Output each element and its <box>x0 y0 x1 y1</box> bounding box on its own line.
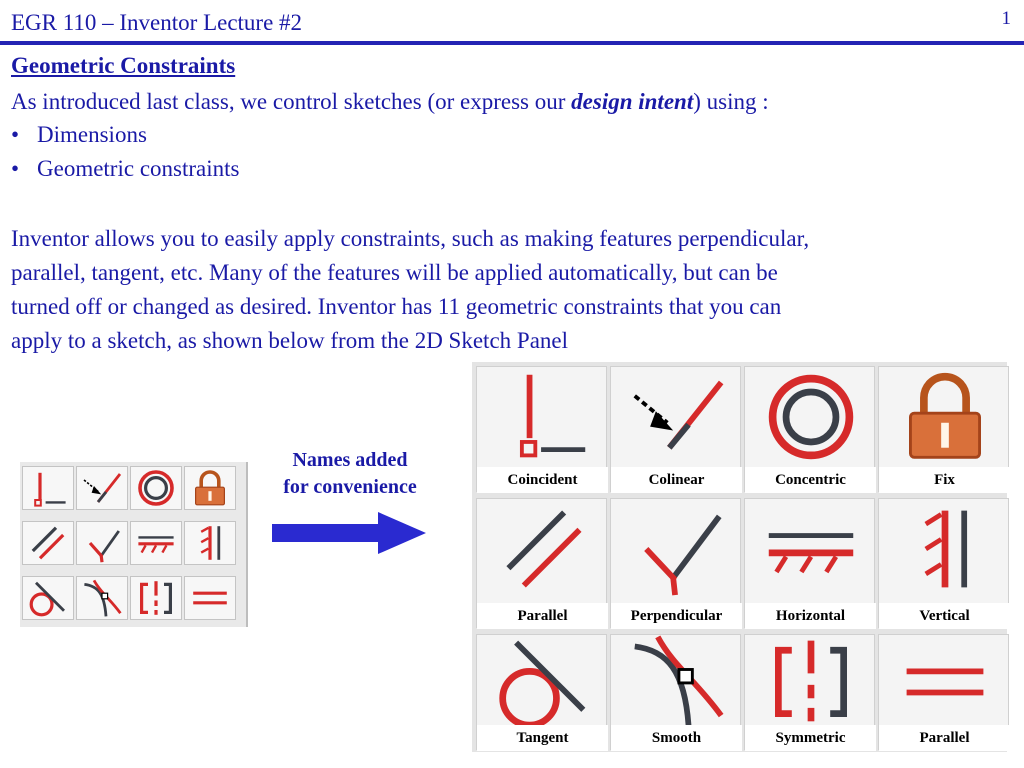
mini-row <box>22 574 242 622</box>
perpendicular-icon <box>82 523 122 563</box>
paragraph-line: parallel, tangent, etc. Many of the features will be applied automatically, but can be <box>11 260 778 285</box>
constraint-label: Tangent <box>477 725 608 751</box>
constraint-coincident[interactable] <box>476 366 607 492</box>
smooth-icon <box>82 578 122 618</box>
coincident-icon <box>28 468 68 508</box>
fix-icon <box>897 369 993 465</box>
constraint-label: Perpendicular <box>611 603 742 629</box>
mini-perpendicular-button[interactable] <box>76 521 128 565</box>
parallel-icon <box>495 501 591 597</box>
parallel-icon <box>28 523 68 563</box>
horizontal-icon <box>763 501 859 597</box>
constraint-colinear[interactable] <box>610 366 741 492</box>
constraint-tangent[interactable] <box>476 634 607 750</box>
mini-tangent-button[interactable] <box>22 576 74 620</box>
mini-symmetric-button[interactable] <box>130 576 182 620</box>
equal-icon <box>190 578 230 618</box>
design-intent-emphasis: design intent <box>571 89 694 114</box>
slide-title: EGR 110 – Inventor Lecture #2 <box>11 10 303 35</box>
constraint-label: Horizontal <box>745 603 876 629</box>
fix-icon <box>190 468 230 508</box>
mini-coincident-button[interactable] <box>22 466 74 510</box>
constraint-label: Concentric <box>745 467 876 493</box>
constraint-symmetric[interactable] <box>744 634 875 750</box>
annotation-note <box>260 447 440 501</box>
constraint-label: Fix <box>879 467 1010 493</box>
right-arrow-icon <box>270 510 430 556</box>
section-heading: Geometric Constraints <box>11 53 236 78</box>
note-line: Names added <box>292 449 408 471</box>
intro-text <box>11 85 1016 119</box>
constraint-label: Colinear <box>611 467 742 493</box>
tangent-icon <box>28 578 68 618</box>
equal-icon <box>897 633 993 729</box>
mini-fix-button[interactable] <box>184 466 236 510</box>
mini-row <box>22 464 242 512</box>
bullet-marker: • <box>11 122 20 147</box>
colinear-icon <box>629 369 725 465</box>
mini-constraint-panel <box>20 462 248 627</box>
mini-horizontal-button[interactable] <box>130 521 182 565</box>
mini-parallel-button[interactable] <box>22 521 74 565</box>
bullet-marker: • <box>11 156 20 181</box>
mini-colinear-button[interactable] <box>76 466 128 510</box>
constraint-smooth[interactable] <box>610 634 741 750</box>
bullet-list <box>11 118 1016 186</box>
smooth-icon <box>629 633 725 729</box>
constraint-equal[interactable] <box>878 634 1009 750</box>
constraint-horizontal[interactable] <box>744 498 875 628</box>
vertical-icon <box>190 523 230 563</box>
paragraph-line: apply to a sketch, as shown below from the 2D Sketch Panel <box>11 328 568 353</box>
paragraph-line: turned off or changed as desired. Inventor has 11 geometric constraints that you can <box>11 294 782 319</box>
constraint-perpendicular[interactable] <box>610 498 741 628</box>
bullet-item <box>11 118 1016 152</box>
constraint-concentric[interactable] <box>744 366 875 492</box>
note-line: for convenience <box>283 476 417 498</box>
page-number: 1 <box>1001 8 1011 29</box>
mini-concentric-button[interactable] <box>130 466 182 510</box>
symmetric-icon <box>136 578 176 618</box>
constraint-fix[interactable] <box>878 366 1009 492</box>
mini-equal-button[interactable] <box>184 576 236 620</box>
vertical-icon <box>897 501 993 597</box>
bullet-item <box>11 152 1016 186</box>
constraint-label: Parallel <box>879 725 1010 751</box>
constraint-label: Parallel <box>477 603 608 629</box>
horizontal-icon <box>136 523 176 563</box>
constraint-panel <box>472 362 1007 752</box>
concentric-icon <box>763 369 859 465</box>
symmetric-icon <box>763 633 859 729</box>
concentric-icon <box>136 468 176 508</box>
constraint-label: Coincident <box>477 467 608 493</box>
header-divider <box>0 41 1024 45</box>
constraint-vertical[interactable] <box>878 498 1009 628</box>
bullet-text: Dimensions <box>37 122 147 147</box>
colinear-icon <box>82 468 122 508</box>
description-paragraph <box>11 222 1016 358</box>
constraint-label: Smooth <box>611 725 742 751</box>
paragraph-line: Inventor allows you to easily apply constraints, such as making features perpendicular, <box>11 226 810 251</box>
perpendicular-icon <box>629 501 725 597</box>
constraint-parallel[interactable] <box>476 498 607 628</box>
mini-vertical-button[interactable] <box>184 521 236 565</box>
bullet-text: Geometric constraints <box>37 156 240 181</box>
intro-after: ) using : <box>693 89 769 114</box>
coincident-icon <box>495 369 591 465</box>
constraint-label: Vertical <box>879 603 1010 629</box>
mini-smooth-button[interactable] <box>76 576 128 620</box>
tangent-icon <box>495 633 591 729</box>
mini-row <box>22 519 242 567</box>
constraint-label: Symmetric <box>745 725 876 751</box>
intro-before: As introduced last class, we control sketches (or express our <box>11 89 572 114</box>
